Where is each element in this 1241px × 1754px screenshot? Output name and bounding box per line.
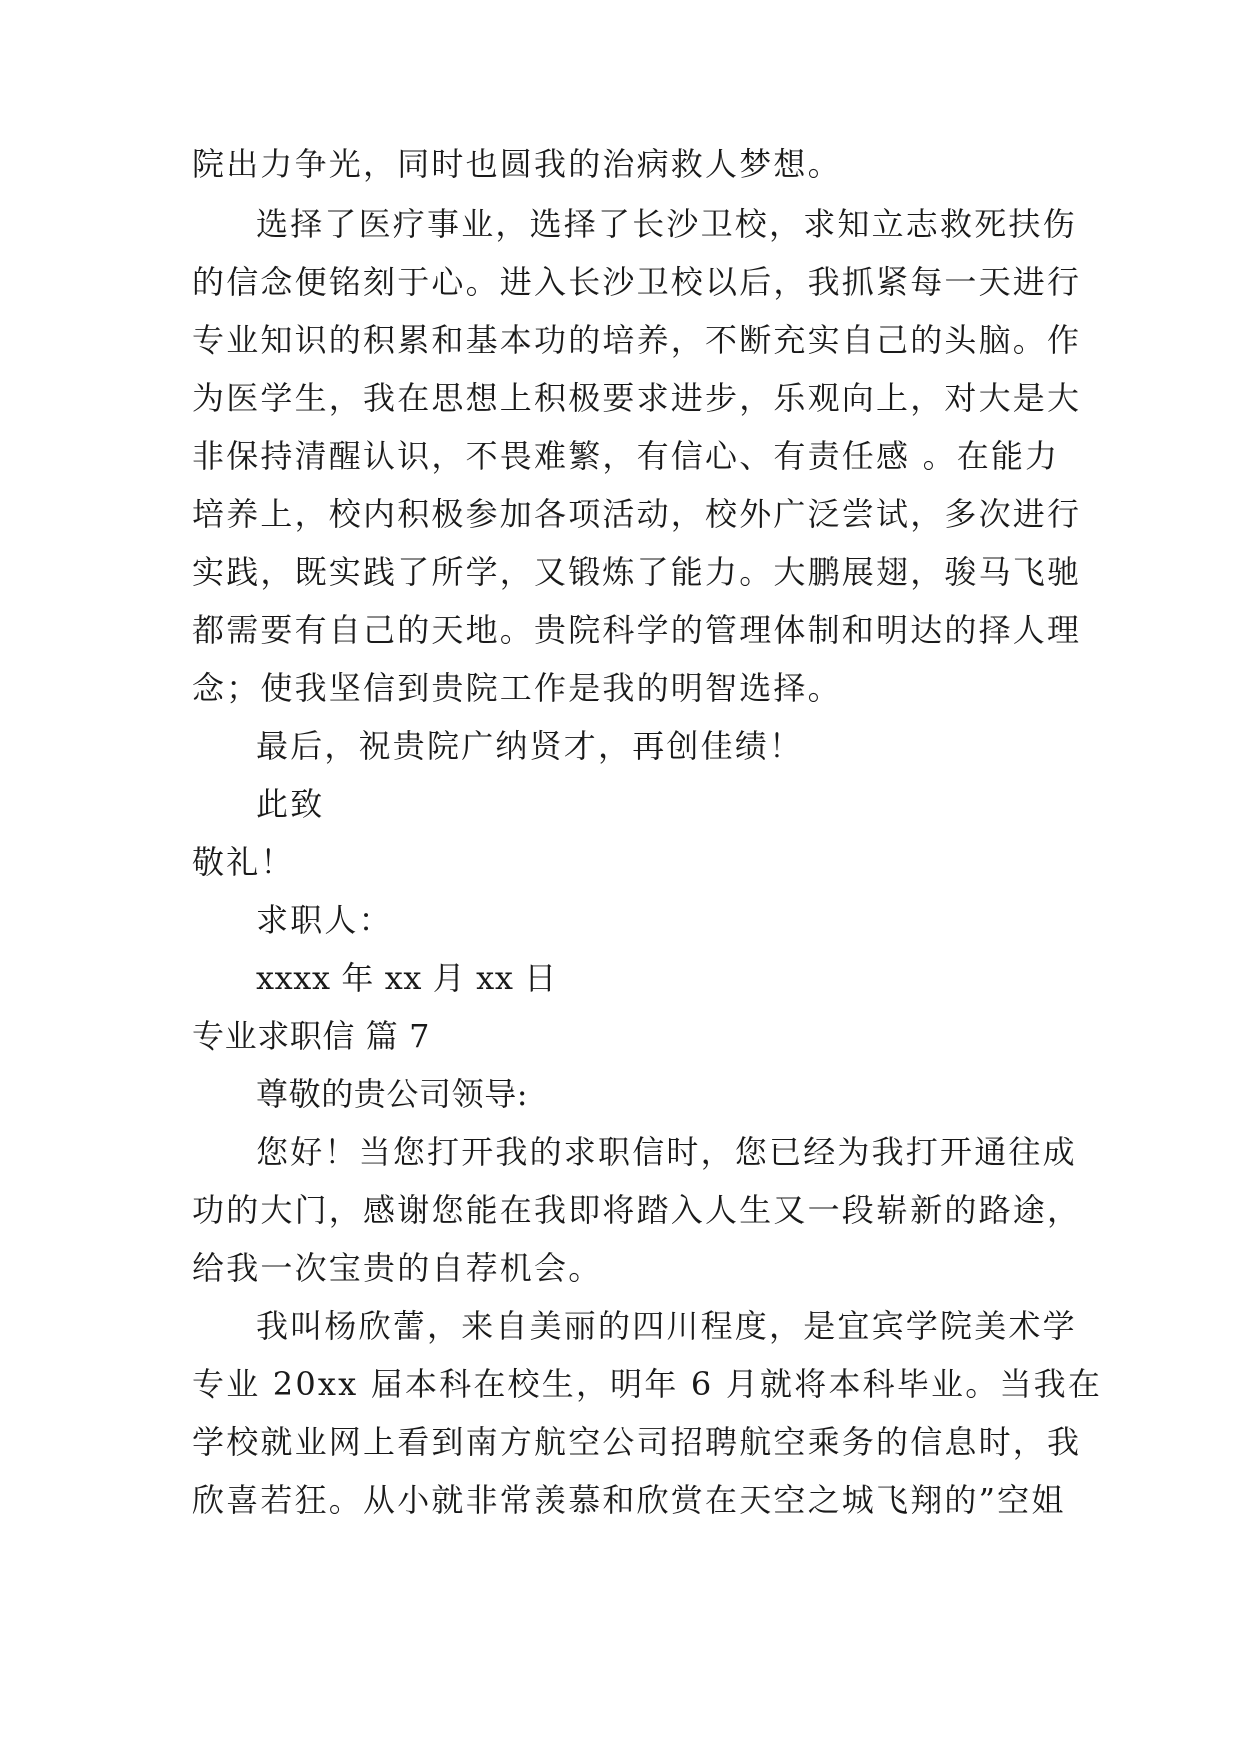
closing-salutation: 此致 [256,785,325,823]
signature-label: 求职人： [256,901,393,939]
text-line: 实践，既实践了所学，又锻炼了能力。大鹏展翅，骏马飞驰 [192,553,1082,591]
text-line: 都需要有自己的天地。贵院科学的管理体制和明达的择人理 [192,611,1082,649]
text-line: 念；使我坚信到贵院工作是我的明智选择。 [192,669,842,707]
text-line: 最后，祝贵院广纳贤才，再创佳绩！ [256,727,804,765]
text-line: 专业知识的积累和基本功的培养，不断充实自己的头脑。作 [192,321,1082,359]
text-line: 院出力争光，同时也圆我的治病救人梦想。 [192,145,842,183]
text-line: 为医学生，我在思想上积极要求进步，乐观向上，对大是大 [192,379,1082,417]
text-line: 您好！当您打开我的求职信时，您已经为我打开通往成 [256,1133,1077,1171]
text-line: 培养上，校内积极参加各项活动，校外广泛尝试，多次进行 [192,495,1082,533]
text-line: 欣喜若狂。从小就非常羡慕和欣赏在天空之城飞翔的”空姐 [192,1481,1066,1519]
text-line: 学校就业网上看到南方航空公司招聘航空乘务的信息时，我 [192,1423,1082,1461]
text-line: 专业 20xx 届本科在校生，明年 6 月就将本科毕业。当我在 [192,1365,1103,1403]
letter-greeting: 尊敬的贵公司领导: [256,1075,529,1113]
text-line: 选择了医疗事业，选择了长沙卫校，求知立志救死扶伤 [256,205,1077,243]
text-line: 给我一次宝贵的自荐机会。 [192,1249,603,1287]
section-heading: 专业求职信 篇 7 [192,1017,431,1055]
text-line: 非保持清醒认识，不畏难繁，有信心、有责任感 。在能力 [192,437,1060,475]
text-line: 功的大门，感谢您能在我即将踏入人生又一段崭新的路途， [192,1191,1082,1229]
closing-regards: 敬礼！ [192,843,295,881]
text-line: 我叫杨欣蕾，来自美丽的四川程度，是宜宾学院美术学 [256,1307,1077,1345]
text-line: 的信念便铭刻于心。进入长沙卫校以后，我抓紧每一天进行 [192,263,1082,301]
signature-date: xxxx 年 xx 月 xx 日 [256,959,557,997]
